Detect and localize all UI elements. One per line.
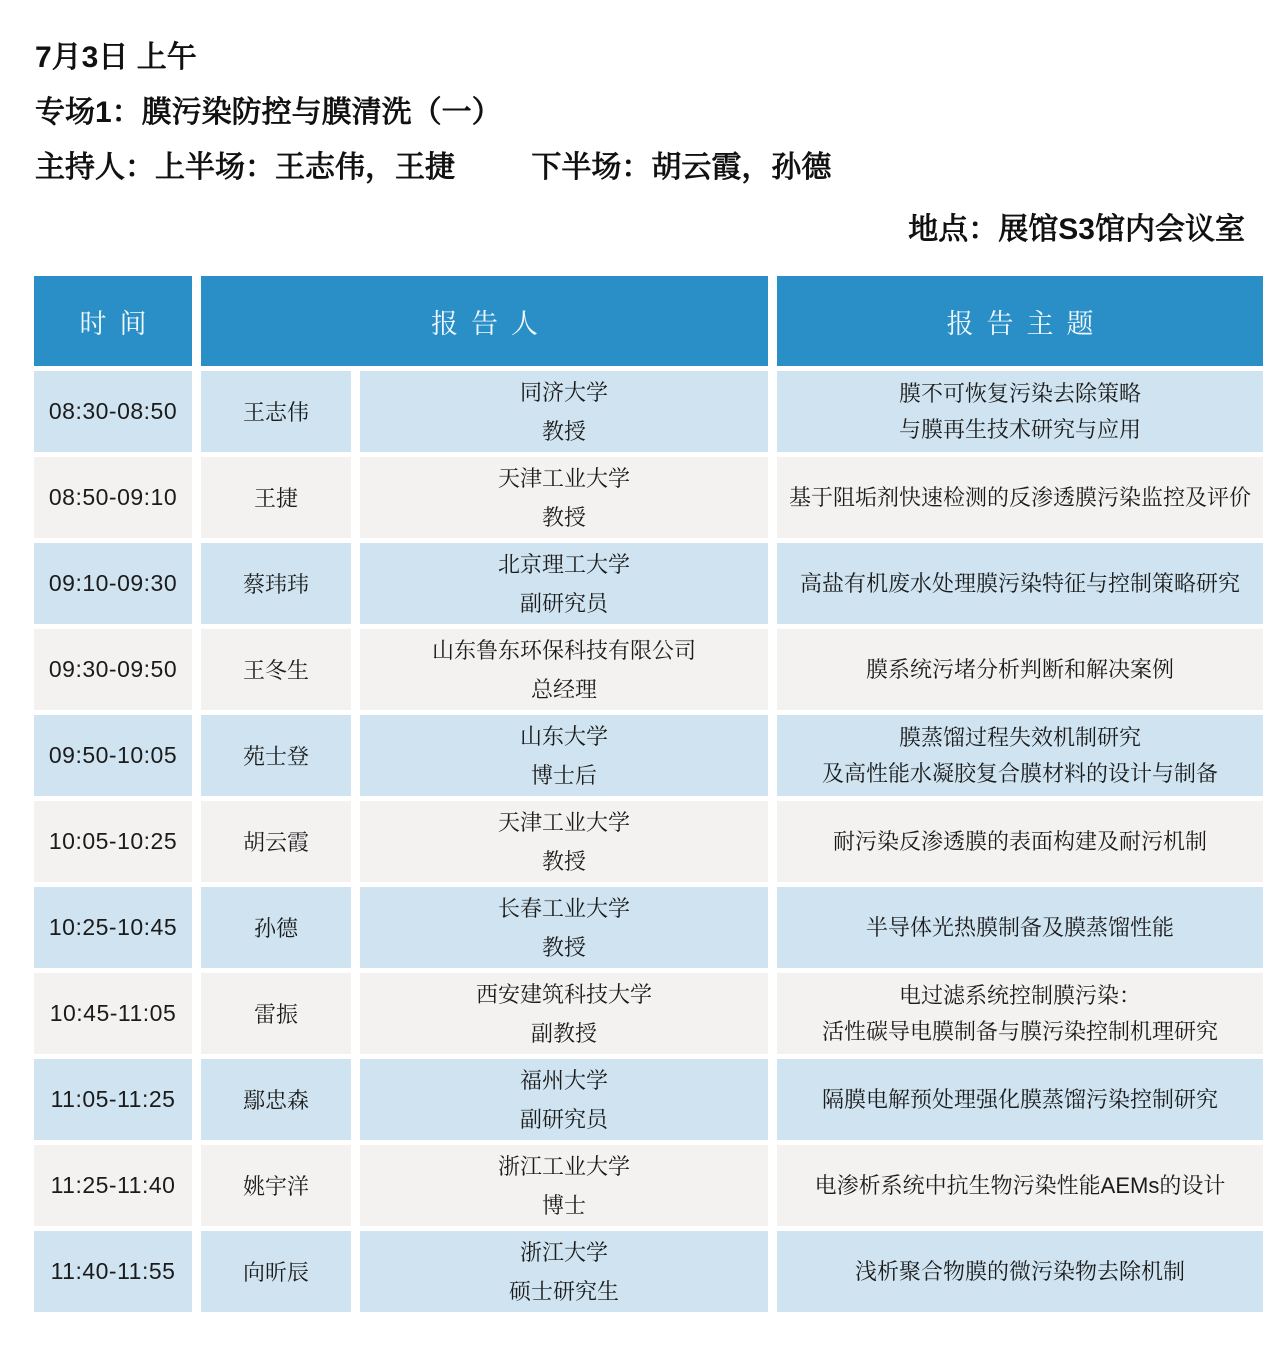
time-cell: 09:50-10:05 <box>34 715 192 796</box>
speaker-name-cell: 蔡玮玮 <box>201 543 351 624</box>
speaker-name-cell: 向昕辰 <box>201 1231 351 1312</box>
time-cell: 10:45-11:05 <box>34 973 192 1054</box>
topic-line: 半导体光热膜制备及膜蒸馏性能 <box>865 914 1174 940</box>
time-cell: 11:40-11:55 <box>34 1231 192 1312</box>
affiliation-title-line: 副研究员 <box>519 1106 608 1132</box>
topic-cell <box>777 1231 1263 1312</box>
affiliation-org-line: 天津工业大学 <box>497 465 630 491</box>
speaker-affiliation-cell <box>360 629 768 710</box>
affiliation-title-line: 硕士研究生 <box>508 1278 619 1304</box>
affiliation-title-line: 教授 <box>541 848 586 874</box>
speaker-affiliation-cell <box>360 973 768 1054</box>
affiliation-title-line: 副教授 <box>530 1020 597 1046</box>
speaker-name-cell: 王冬生 <box>201 629 351 710</box>
topic-line: 与膜再生技术研究与应用 <box>898 416 1141 442</box>
time-cell: 09:30-09:50 <box>34 629 192 710</box>
topic-cell <box>777 371 1263 452</box>
speaker-affiliation-cell <box>360 1231 768 1312</box>
time-cell: 10:05-10:25 <box>34 801 192 882</box>
affiliation-org-line: 长春工业大学 <box>497 895 630 921</box>
topic-line: 隔膜电解预处理强化膜蒸馏污染控制研究 <box>821 1086 1218 1112</box>
time-cell: 08:30-08:50 <box>34 371 192 452</box>
speaker-affiliation-cell <box>360 371 768 452</box>
column-header-time: 时间 <box>34 276 192 366</box>
location-line: 地点：展馆S3馆内会议室 <box>908 213 1245 246</box>
affiliation-org-line: 福州大学 <box>519 1067 608 1093</box>
column-header-topic: 报告主题 <box>777 276 1263 366</box>
time-cell: 11:25-11:40 <box>34 1145 192 1226</box>
topic-line: 电渗析系统中抗生物污染性能AEMs的设计 <box>814 1172 1226 1198</box>
speaker-name-cell: 姚宇洋 <box>201 1145 351 1226</box>
affiliation-title-line: 教授 <box>541 418 586 444</box>
hosts-line <box>35 148 1245 188</box>
topic-line: 膜不可恢复污染去除策略 <box>898 380 1141 406</box>
affiliation-title-line: 教授 <box>541 934 586 960</box>
speaker-affiliation-cell <box>360 715 768 796</box>
affiliation-org-line: 北京理工大学 <box>497 551 630 577</box>
speaker-affiliation-cell <box>360 543 768 624</box>
speaker-name-cell: 王捷 <box>201 457 351 538</box>
affiliation-title-line: 博士 <box>541 1192 586 1218</box>
hosts-first-half: 主持人：上半场：王志伟，王捷 <box>35 151 455 184</box>
time-cell: 09:10-09:30 <box>34 543 192 624</box>
affiliation-org-line: 天津工业大学 <box>497 809 630 835</box>
speaker-affiliation-cell <box>360 801 768 882</box>
topic-cell <box>777 1145 1263 1226</box>
topic-line: 基于阻垢剂快速检测的反渗透膜污染监控及评价 <box>788 484 1251 510</box>
topic-line: 膜蒸馏过程失效机制研究 <box>898 724 1141 750</box>
topic-cell <box>777 973 1263 1054</box>
speaker-name-cell: 孙德 <box>201 887 351 968</box>
time-cell: 11:05-11:25 <box>34 1059 192 1140</box>
speaker-affiliation-cell <box>360 1145 768 1226</box>
topic-line: 膜系统污堵分析判断和解决案例 <box>865 656 1174 682</box>
time-cell: 08:50-09:10 <box>34 457 192 538</box>
topic-cell <box>777 457 1263 538</box>
topic-line: 电过滤系统控制膜污染： <box>898 982 1141 1008</box>
affiliation-org-line: 浙江大学 <box>519 1239 608 1265</box>
date-line: 7月3日 上午 <box>35 41 197 74</box>
speaker-name-cell: 苑士登 <box>201 715 351 796</box>
topic-line: 活性碳导电膜制备与膜污染控制机理研究 <box>821 1018 1218 1044</box>
affiliation-title-line: 教授 <box>541 504 586 530</box>
affiliation-org-line: 山东鲁东环保科技有限公司 <box>431 637 696 663</box>
affiliation-org-line: 西安建筑科技大学 <box>475 981 652 1007</box>
topic-line: 浅析聚合物膜的微污染物去除机制 <box>854 1258 1185 1284</box>
topic-cell <box>777 887 1263 968</box>
affiliation-title-line: 副研究员 <box>519 590 608 616</box>
speaker-affiliation-cell <box>360 1059 768 1140</box>
affiliation-org-line: 同济大学 <box>519 379 608 405</box>
topic-line: 高盐有机废水处理膜污染特征与控制策略研究 <box>799 570 1240 596</box>
topic-cell <box>777 543 1263 624</box>
affiliation-title-line: 总经理 <box>530 676 597 702</box>
topic-line: 及高性能水凝胶复合膜材料的设计与制备 <box>821 760 1218 786</box>
session-title: 专场1：膜污染防控与膜清洗（一） <box>35 96 502 129</box>
affiliation-title-line: 博士后 <box>530 762 597 788</box>
hosts-second-half: 下半场：胡云霞，孙德 <box>531 151 832 184</box>
speaker-name-cell: 鄢忠森 <box>201 1059 351 1140</box>
topic-cell <box>777 629 1263 710</box>
speaker-affiliation-cell <box>360 887 768 968</box>
page-header <box>0 0 1280 250</box>
topic-cell <box>777 715 1263 796</box>
column-header-speaker: 报告人 <box>201 276 768 366</box>
topic-cell <box>777 801 1263 882</box>
schedule-table <box>34 276 1263 1312</box>
topic-cell <box>777 1059 1263 1140</box>
speaker-name-cell: 王志伟 <box>201 371 351 452</box>
affiliation-org-line: 山东大学 <box>519 723 608 749</box>
speaker-affiliation-cell <box>360 457 768 538</box>
speaker-name-cell: 胡云霞 <box>201 801 351 882</box>
topic-line: 耐污染反渗透膜的表面构建及耐污机制 <box>832 828 1207 854</box>
speaker-name-cell: 雷振 <box>201 973 351 1054</box>
time-cell: 10:25-10:45 <box>34 887 192 968</box>
affiliation-org-line: 浙江工业大学 <box>497 1153 630 1179</box>
